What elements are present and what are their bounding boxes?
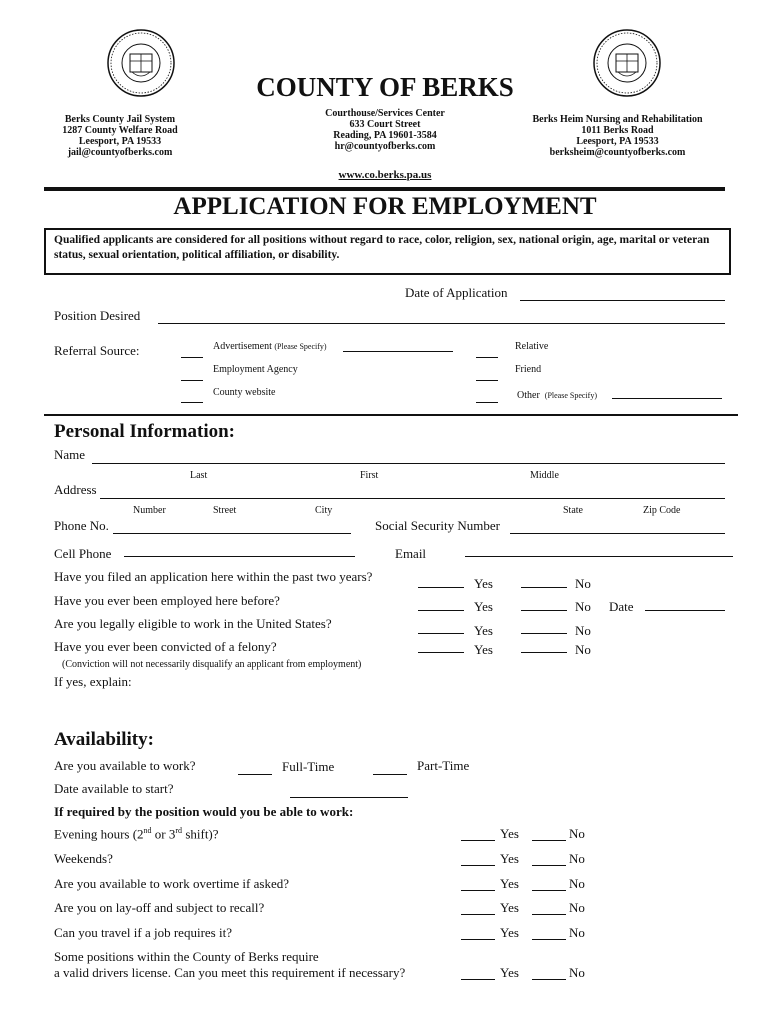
layoff-no-blank[interactable] (532, 914, 566, 915)
overtime-no-label: No (569, 876, 585, 891)
full-time-blank[interactable] (238, 774, 272, 775)
felony-no-label: No (575, 642, 591, 657)
eligible-yes-blank[interactable] (418, 633, 464, 634)
eligible-yes-label: Yes (474, 623, 493, 638)
start-date-label: Date available to start? (54, 781, 174, 796)
license-no-blank[interactable] (532, 979, 566, 980)
filed-before-no-blank[interactable] (521, 587, 567, 588)
start-date-input[interactable] (290, 797, 408, 798)
email-label: Email (395, 546, 427, 561)
advertisement-checkbox[interactable] (181, 357, 203, 358)
other-label: Other (Please Specify) (517, 390, 597, 401)
license-no-label: No (569, 965, 585, 980)
overtime-no-blank[interactable] (532, 890, 566, 891)
overtime-yes-label: Yes (500, 876, 519, 891)
other-specify-input[interactable] (612, 398, 722, 399)
travel-yes-blank[interactable] (461, 939, 495, 940)
address-state-caption: State (563, 505, 583, 516)
part-time-label: Part-Time (417, 758, 470, 773)
address-number-caption: Number (133, 505, 166, 516)
eeo-notice: Qualified applicants are considered for all positions without regard to race, color, religion, sex, national origin, age, marital or veteran status, sexual orientation, political affiliation, or disability. (44, 228, 731, 275)
section-rule (44, 414, 738, 416)
eligible-no-blank[interactable] (521, 633, 567, 634)
date-of-application-label: Date of Application (405, 285, 508, 300)
other-checkbox[interactable] (476, 402, 498, 403)
address-city-caption: City (315, 505, 333, 516)
filed-before-yes-label: Yes (474, 576, 493, 591)
if-yes-explain-label: If yes, explain: (54, 674, 132, 689)
middle-name-caption: Middle (530, 470, 559, 481)
friend-checkbox[interactable] (476, 380, 498, 381)
if-required-label: If required by the position would you be able to work: (54, 804, 354, 819)
employed-before-no-label: No (575, 599, 591, 614)
date-of-application-input[interactable] (520, 300, 725, 301)
available-to-work-label: Are you available to work? (54, 758, 196, 773)
relative-checkbox[interactable] (476, 357, 498, 358)
employment-agency-checkbox[interactable] (181, 380, 203, 381)
evening-no-blank[interactable] (532, 840, 566, 841)
travel-yes-label: Yes (500, 925, 519, 940)
left-office-address: Berks County Jail System 1287 County Welfare Road Leesport, PA 19533 jail@countyofberks.com (62, 114, 178, 158)
last-name-caption: Last (190, 470, 208, 481)
personal-info-heading: Personal Information: (54, 421, 236, 442)
cell-phone-label: Cell Phone (54, 546, 112, 561)
county-website-label: County website (213, 387, 276, 398)
employed-before-yes-label: Yes (474, 599, 493, 614)
referral-source-label: Referral Source: (54, 343, 140, 358)
overtime-yes-blank[interactable] (461, 890, 495, 891)
email-input[interactable] (465, 556, 733, 557)
form-title: APPLICATION FOR EMPLOYMENT (173, 193, 597, 220)
layoff-yes-label: Yes (500, 900, 519, 915)
advertisement-label: Advertisement (Please Specify) (213, 341, 327, 352)
weekends-label: Weekends? (54, 851, 113, 866)
header-rule (44, 187, 725, 191)
license-label-line1: Some positions within the County of Berks require (54, 949, 319, 964)
layoff-yes-blank[interactable] (461, 914, 495, 915)
address-street-caption: Street (213, 505, 237, 516)
phone-input[interactable] (113, 533, 351, 534)
employed-before-yes-blank[interactable] (418, 610, 464, 611)
weekends-yes-blank[interactable] (461, 865, 495, 866)
question-eligible: Are you legally eligible to work in the United States? (54, 616, 332, 631)
first-name-caption: First (360, 470, 379, 481)
license-label-line2: a valid drivers license. Can you meet this requirement if necessary? (54, 965, 406, 980)
position-desired-label: Position Desired (54, 308, 141, 323)
ssn-label: Social Security Number (375, 518, 500, 533)
travel-no-label: No (569, 925, 585, 940)
weekends-no-label: No (569, 851, 585, 866)
employed-before-no-blank[interactable] (521, 610, 567, 611)
name-label: Name (54, 447, 86, 462)
evening-no-label: No (569, 826, 585, 841)
travel-no-blank[interactable] (532, 939, 566, 940)
license-yes-label: Yes (500, 965, 519, 980)
advertisement-specify-input[interactable] (343, 351, 453, 352)
question-employed-before: Have you ever been employed here before? (54, 593, 280, 608)
layoff-label: Are you on lay-off and subject to recall? (54, 900, 265, 915)
felony-yes-blank[interactable] (418, 652, 464, 653)
eligible-no-label: No (575, 623, 591, 638)
evening-hours-label: Evening hours (2nd or 3rd shift)? (54, 826, 219, 842)
phone-label: Phone No. (54, 518, 109, 533)
employed-date-input[interactable] (645, 610, 725, 611)
weekends-no-blank[interactable] (532, 865, 566, 866)
filed-before-no-label: No (575, 576, 591, 591)
overtime-label: Are you available to work overtime if asked? (54, 876, 289, 891)
question-felony: Have you ever been convicted of a felony? (54, 639, 277, 654)
county-website-checkbox[interactable] (181, 402, 203, 403)
conviction-note: (Conviction will not necessarily disqualify an applicant from employment) (62, 659, 362, 670)
right-office-address: Berks Heim Nursing and Rehabilitation 1011 Berks Road Leesport, PA 19533 berksheim@countyofberks.com (532, 114, 703, 158)
evening-yes-label: Yes (500, 826, 519, 841)
friend-label: Friend (515, 364, 542, 375)
filed-before-yes-blank[interactable] (418, 587, 464, 588)
employment-agency-label: Employment Agency (213, 364, 298, 375)
part-time-blank[interactable] (373, 774, 407, 775)
cell-phone-input[interactable] (124, 556, 355, 557)
ssn-input[interactable] (510, 533, 725, 534)
center-office-address: Courthouse/Services Center 633 Court Street Reading, PA 19601-3584 hr@countyofberks.com (325, 108, 445, 152)
felony-yes-label: Yes (474, 642, 493, 657)
employed-date-label: Date (609, 599, 634, 614)
county-title: COUNTY OF BERKS (256, 72, 514, 102)
full-time-label: Full-Time (282, 759, 335, 774)
address-label: Address (54, 482, 97, 497)
travel-label: Can you travel if a job requires it? (54, 925, 232, 940)
evening-yes-blank[interactable] (461, 840, 495, 841)
layoff-no-label: No (569, 900, 585, 915)
position-desired-input[interactable] (158, 323, 725, 324)
license-yes-blank[interactable] (461, 979, 495, 980)
weekends-yes-label: Yes (500, 851, 519, 866)
website-link[interactable]: www.co.berks.pa.us (338, 169, 432, 181)
name-input[interactable] (92, 463, 725, 464)
question-filed-before: Have you filed an application here within the past two years? (54, 569, 373, 584)
address-zip-caption: Zip Code (643, 505, 681, 516)
relative-label: Relative (515, 341, 549, 352)
availability-heading: Availability: (54, 729, 154, 750)
address-input[interactable] (100, 498, 725, 499)
felony-no-blank[interactable] (521, 652, 567, 653)
